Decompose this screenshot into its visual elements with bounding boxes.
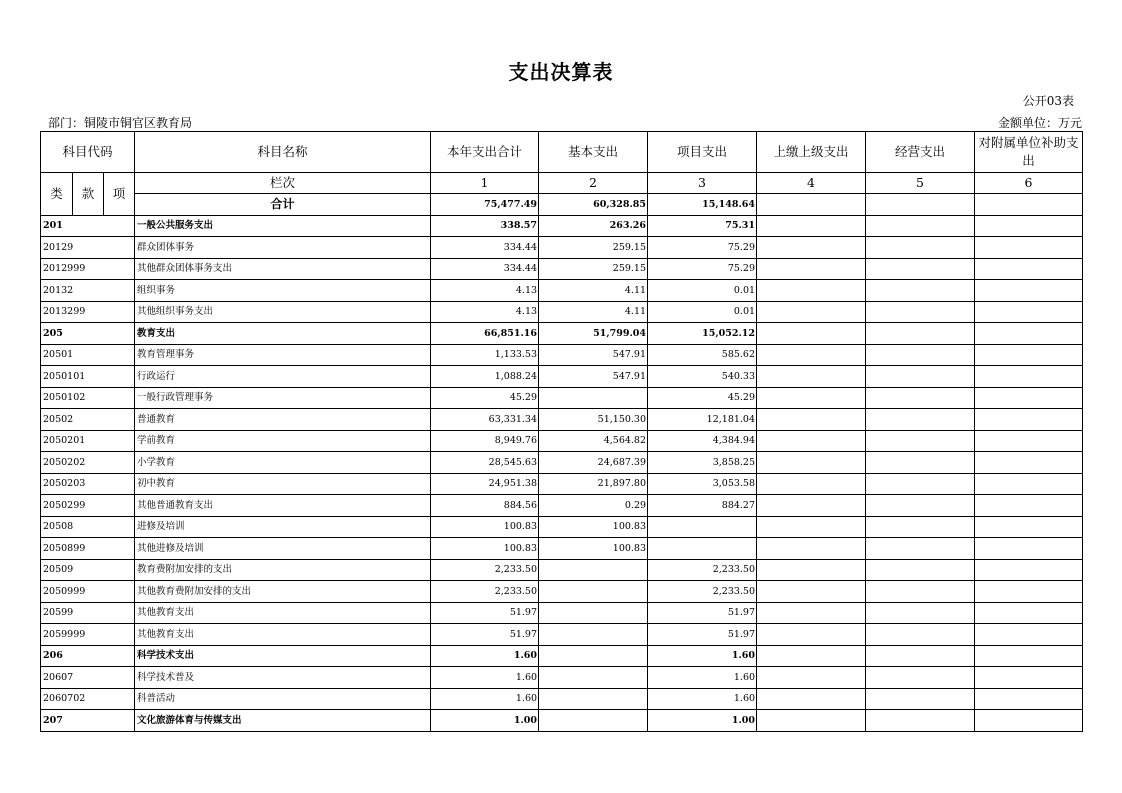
row-business <box>866 581 975 603</box>
row-project <box>648 516 757 538</box>
total-row <box>41 194 1083 216</box>
row-project: 45.29 <box>648 387 757 409</box>
row-project: 15,052.12 <box>648 323 757 345</box>
row-business <box>866 602 975 624</box>
row-code: 2059999 <box>41 624 135 646</box>
row-project: 1.00 <box>648 710 757 732</box>
row-name: 其他组织事务支出 <box>135 301 431 323</box>
row-name: 组织事务 <box>135 280 431 302</box>
row-code: 20509 <box>41 559 135 581</box>
header-code: 科目代码 <box>41 132 135 173</box>
row-code: 2050999 <box>41 581 135 603</box>
row-upper <box>757 280 866 302</box>
row-project: 1.60 <box>648 667 757 689</box>
row-upper <box>757 688 866 710</box>
row-subsidy <box>975 301 1083 323</box>
row-basic <box>539 710 648 732</box>
row-business <box>866 258 975 280</box>
row-code: 2060702 <box>41 688 135 710</box>
row-business <box>866 323 975 345</box>
row-basic <box>539 667 648 689</box>
row-name: 一般行政管理事务 <box>135 387 431 409</box>
col-num-1: 1 <box>431 173 539 194</box>
table-row <box>41 624 1083 646</box>
header-project: 项目支出 <box>648 132 757 173</box>
row-upper <box>757 366 866 388</box>
row-total: 4.13 <box>431 301 539 323</box>
row-upper <box>757 559 866 581</box>
row-name: 文化旅游体育与传媒支出 <box>135 710 431 732</box>
row-subsidy <box>975 538 1083 560</box>
row-upper <box>757 387 866 409</box>
row-name: 初中教育 <box>135 473 431 495</box>
row-business <box>866 387 975 409</box>
row-total: 51.97 <box>431 624 539 646</box>
table-row <box>41 323 1083 345</box>
row-basic <box>539 602 648 624</box>
row-basic <box>539 645 648 667</box>
row-total: 1.60 <box>431 645 539 667</box>
col-num-2: 2 <box>539 173 648 194</box>
header-lei: 类 <box>41 173 73 216</box>
row-code: 20501 <box>41 344 135 366</box>
row-business <box>866 237 975 259</box>
row-basic <box>539 624 648 646</box>
row-upper <box>757 473 866 495</box>
row-total: 100.83 <box>431 538 539 560</box>
row-subsidy <box>975 473 1083 495</box>
row-project <box>648 538 757 560</box>
row-total: 8,949.76 <box>431 430 539 452</box>
form-number: 公开03表 <box>1022 94 1074 108</box>
department-label: 部门：铜陵市铜官区教育局 <box>48 116 193 130</box>
table-row <box>41 258 1083 280</box>
column-order-row <box>41 173 1083 194</box>
row-total: 28,545.63 <box>431 452 539 474</box>
row-project: 0.01 <box>648 301 757 323</box>
row-business <box>866 667 975 689</box>
row-code: 2050203 <box>41 473 135 495</box>
row-code: 201 <box>41 215 135 237</box>
row-project: 2,233.50 <box>648 559 757 581</box>
table-row <box>41 538 1083 560</box>
total-upper <box>757 194 866 216</box>
row-code: 2050299 <box>41 495 135 517</box>
col-num-6: 6 <box>975 173 1083 194</box>
row-name: 普通教育 <box>135 409 431 431</box>
table-row <box>41 344 1083 366</box>
row-business <box>866 645 975 667</box>
row-total: 45.29 <box>431 387 539 409</box>
header-name: 科目名称 <box>135 132 431 173</box>
row-business <box>866 516 975 538</box>
row-subsidy <box>975 237 1083 259</box>
row-upper <box>757 710 866 732</box>
row-project: 3,053.58 <box>648 473 757 495</box>
row-code: 20599 <box>41 602 135 624</box>
table-row <box>41 409 1083 431</box>
row-upper <box>757 602 866 624</box>
total-subsidy <box>975 194 1083 216</box>
row-subsidy <box>975 452 1083 474</box>
table-row <box>41 495 1083 517</box>
col-num-5: 5 <box>866 173 975 194</box>
row-name: 其他教育支出 <box>135 602 431 624</box>
header-basic: 基本支出 <box>539 132 648 173</box>
row-subsidy <box>975 258 1083 280</box>
table-row <box>41 452 1083 474</box>
row-total: 1.60 <box>431 688 539 710</box>
row-business <box>866 473 975 495</box>
row-name: 小学教育 <box>135 452 431 474</box>
row-basic: 0.29 <box>539 495 648 517</box>
row-project: 75.29 <box>648 258 757 280</box>
row-basic: 51,150.30 <box>539 409 648 431</box>
row-upper <box>757 452 866 474</box>
row-subsidy <box>975 710 1083 732</box>
row-total: 2,233.50 <box>431 581 539 603</box>
table-row <box>41 645 1083 667</box>
row-basic: 259.15 <box>539 258 648 280</box>
row-basic: 259.15 <box>539 237 648 259</box>
row-upper <box>757 624 866 646</box>
row-name: 教育支出 <box>135 323 431 345</box>
row-business <box>866 409 975 431</box>
row-subsidy <box>975 559 1083 581</box>
row-code: 2012999 <box>41 258 135 280</box>
row-business <box>866 215 975 237</box>
row-upper <box>757 495 866 517</box>
row-project: 3,858.25 <box>648 452 757 474</box>
header-business: 经营支出 <box>866 132 975 173</box>
row-project: 540.33 <box>648 366 757 388</box>
row-basic <box>539 387 648 409</box>
row-upper <box>757 645 866 667</box>
row-total: 51.97 <box>431 602 539 624</box>
row-name: 科普活动 <box>135 688 431 710</box>
row-basic <box>539 581 648 603</box>
row-basic: 100.83 <box>539 538 648 560</box>
row-code: 2050899 <box>41 538 135 560</box>
row-basic: 21,897.80 <box>539 473 648 495</box>
row-subsidy <box>975 323 1083 345</box>
row-code: 2050102 <box>41 387 135 409</box>
row-code: 20132 <box>41 280 135 302</box>
total-label: 合计 <box>135 194 431 216</box>
row-project: 4,384.94 <box>648 430 757 452</box>
row-upper <box>757 516 866 538</box>
row-business <box>866 430 975 452</box>
col-num-3: 3 <box>648 173 757 194</box>
table-row <box>41 602 1083 624</box>
row-name: 教育费附加安排的支出 <box>135 559 431 581</box>
row-project: 51.97 <box>648 602 757 624</box>
row-name: 其他教育支出 <box>135 624 431 646</box>
row-business <box>866 559 975 581</box>
row-subsidy <box>975 344 1083 366</box>
row-upper <box>757 301 866 323</box>
total-basic: 60,328.85 <box>539 194 648 216</box>
row-basic: 51,799.04 <box>539 323 648 345</box>
row-upper <box>757 667 866 689</box>
row-project: 585.62 <box>648 344 757 366</box>
header-column-order: 栏次 <box>135 173 431 194</box>
total-business <box>866 194 975 216</box>
row-basic: 4,564.82 <box>539 430 648 452</box>
row-name: 学前教育 <box>135 430 431 452</box>
row-project: 884.27 <box>648 495 757 517</box>
row-name: 科学技术普及 <box>135 667 431 689</box>
row-upper <box>757 538 866 560</box>
table-row <box>41 516 1083 538</box>
row-subsidy <box>975 645 1083 667</box>
row-business <box>866 495 975 517</box>
row-total: 334.44 <box>431 258 539 280</box>
row-subsidy <box>975 602 1083 624</box>
row-code: 207 <box>41 710 135 732</box>
row-project: 0.01 <box>648 280 757 302</box>
row-subsidy <box>975 688 1083 710</box>
unit-label: 金额单位：万元 <box>997 116 1082 130</box>
row-name: 其他普通教育支出 <box>135 495 431 517</box>
row-total: 1.60 <box>431 667 539 689</box>
table-row <box>41 280 1083 302</box>
row-basic: 263.26 <box>539 215 648 237</box>
table-row <box>41 710 1083 732</box>
row-basic: 547.91 <box>539 366 648 388</box>
row-basic: 547.91 <box>539 344 648 366</box>
row-project: 1.60 <box>648 645 757 667</box>
table-row <box>41 366 1083 388</box>
row-name: 其他群众团体事务支出 <box>135 258 431 280</box>
row-basic: 4.11 <box>539 301 648 323</box>
row-basic: 100.83 <box>539 516 648 538</box>
row-subsidy <box>975 581 1083 603</box>
row-subsidy <box>975 430 1083 452</box>
row-total: 884.56 <box>431 495 539 517</box>
table-row <box>41 215 1083 237</box>
row-business <box>866 624 975 646</box>
row-business <box>866 538 975 560</box>
table-row <box>41 581 1083 603</box>
row-code: 206 <box>41 645 135 667</box>
table-row <box>41 387 1083 409</box>
row-total: 66,851.16 <box>431 323 539 345</box>
row-project: 75.29 <box>648 237 757 259</box>
total-total: 75,477.49 <box>431 194 539 216</box>
row-upper <box>757 258 866 280</box>
table-row <box>41 667 1083 689</box>
expenditure-table <box>40 131 1083 732</box>
row-upper <box>757 344 866 366</box>
total-project: 15,148.64 <box>648 194 757 216</box>
row-business <box>866 452 975 474</box>
header-total: 本年支出合计 <box>431 132 539 173</box>
row-project: 51.97 <box>648 624 757 646</box>
row-code: 20502 <box>41 409 135 431</box>
header-kuan: 款 <box>73 173 104 216</box>
header-subsidy: 对附属单位补助支出 <box>975 132 1083 173</box>
row-upper <box>757 215 866 237</box>
table-row <box>41 473 1083 495</box>
row-subsidy <box>975 280 1083 302</box>
row-code: 2050202 <box>41 452 135 474</box>
row-subsidy <box>975 215 1083 237</box>
row-subsidy <box>975 516 1083 538</box>
row-basic <box>539 688 648 710</box>
row-basic <box>539 559 648 581</box>
row-total: 334.44 <box>431 237 539 259</box>
header-row <box>41 132 1083 173</box>
row-subsidy <box>975 667 1083 689</box>
row-business <box>866 366 975 388</box>
row-subsidy <box>975 366 1083 388</box>
header-upper: 上缴上级支出 <box>757 132 866 173</box>
row-project: 75.31 <box>648 215 757 237</box>
row-upper <box>757 323 866 345</box>
row-code: 20607 <box>41 667 135 689</box>
page-title: 支出决算表 <box>508 60 614 84</box>
row-code: 2050101 <box>41 366 135 388</box>
row-code: 2013299 <box>41 301 135 323</box>
row-business <box>866 688 975 710</box>
row-basic: 24,687.39 <box>539 452 648 474</box>
row-name: 其他教育费附加安排的支出 <box>135 581 431 603</box>
row-name: 进修及培训 <box>135 516 431 538</box>
row-business <box>866 344 975 366</box>
row-total: 2,233.50 <box>431 559 539 581</box>
table-row <box>41 559 1083 581</box>
table-row <box>41 688 1083 710</box>
row-name: 教育管理事务 <box>135 344 431 366</box>
row-code: 20129 <box>41 237 135 259</box>
row-subsidy <box>975 495 1083 517</box>
row-project: 1.60 <box>648 688 757 710</box>
row-total: 63,331.34 <box>431 409 539 431</box>
row-project: 2,233.50 <box>648 581 757 603</box>
row-name: 一般公共服务支出 <box>135 215 431 237</box>
row-subsidy <box>975 387 1083 409</box>
row-total: 24,951.38 <box>431 473 539 495</box>
row-project: 12,181.04 <box>648 409 757 431</box>
row-name: 科学技术支出 <box>135 645 431 667</box>
row-upper <box>757 237 866 259</box>
row-name: 行政运行 <box>135 366 431 388</box>
table-row <box>41 430 1083 452</box>
row-total: 1,088.24 <box>431 366 539 388</box>
table-row <box>41 237 1083 259</box>
row-upper <box>757 409 866 431</box>
row-subsidy <box>975 409 1083 431</box>
col-num-4: 4 <box>757 173 866 194</box>
row-upper <box>757 430 866 452</box>
row-business <box>866 301 975 323</box>
row-basic: 4.11 <box>539 280 648 302</box>
row-name: 群众团体事务 <box>135 237 431 259</box>
row-business <box>866 710 975 732</box>
row-code: 2050201 <box>41 430 135 452</box>
row-total: 338.57 <box>431 215 539 237</box>
row-total: 1.00 <box>431 710 539 732</box>
row-total: 4.13 <box>431 280 539 302</box>
row-upper <box>757 581 866 603</box>
row-total: 1,133.53 <box>431 344 539 366</box>
row-name: 其他进修及培训 <box>135 538 431 560</box>
table-row <box>41 301 1083 323</box>
row-code: 20508 <box>41 516 135 538</box>
row-code: 205 <box>41 323 135 345</box>
header-xiang: 项 <box>104 173 135 216</box>
row-subsidy <box>975 624 1083 646</box>
row-total: 100.83 <box>431 516 539 538</box>
row-business <box>866 280 975 302</box>
